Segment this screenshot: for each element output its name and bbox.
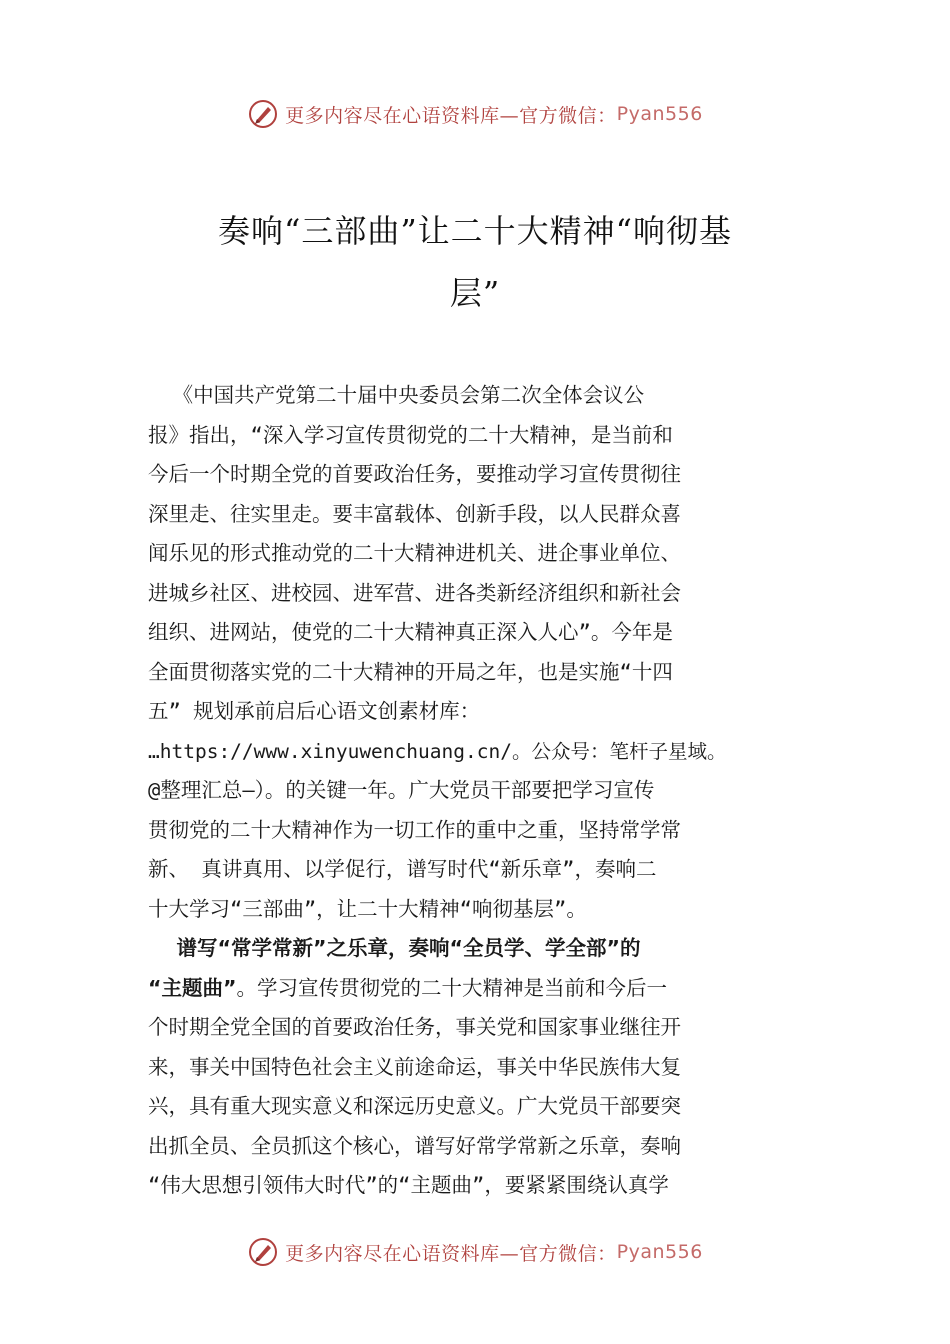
paragraph-line: 五” 规划承前启后心语文创素材库： bbox=[148, 699, 481, 723]
paragraph-line: 贯彻党的二十大精神作为一切工作的重中之重，坚持常学常 bbox=[148, 817, 681, 842]
watermark-text: 更多内容尽在心语资料库—官方微信： bbox=[285, 1242, 617, 1265]
paragraph-line: @整理汇总—）。的关键一年。广大党员干部要把学习宣传 bbox=[148, 778, 655, 802]
paragraph-line: 深里走、往实里走。要丰富载体、创新手段，以人民群众喜 bbox=[148, 501, 681, 526]
paragraph-line: 报》指出，“深入学习宣传贯彻党的二十大精神，是当前和 bbox=[148, 422, 673, 447]
paragraph-line: 组织、进网站，使党的二十大精神真正深入人心”。今年是 bbox=[148, 620, 673, 644]
page-title bbox=[150, 200, 800, 324]
paragraph-line: 全面贯彻落实党的二十大精神的开局之年，也是实施“十四 bbox=[148, 659, 673, 684]
paragraph-line: 闻乐见的形式推动党的二十大精神进机关、进企事业单位、 bbox=[148, 541, 681, 565]
paragraph-line: 新、 真讲真用、以学促行，谱写时代“新乐章”，奏响二 bbox=[148, 857, 657, 881]
paragraph-line: …https://www.xinyuwenchuang.cn/。公众号：笔杆子星域。 bbox=[148, 739, 727, 763]
watermark-text: 更多内容尽在心语资料库—官方微信： bbox=[285, 104, 617, 127]
article-body bbox=[148, 376, 838, 1206]
paragraph-line: 进城乡社区、进校园、进军营、进各类新经济组织和新社会 bbox=[148, 580, 681, 605]
paragraph-line: 出抓全员、全员抓这个核心，谱写好常学常新之乐章，奏响 bbox=[148, 1133, 681, 1158]
paragraph-line: 十大学习“三部曲”，让二十大精神“响彻基层”。 bbox=[148, 896, 587, 921]
paragraph-line: 今后一个时期全党的首要政治任务，要推动学习宣传贯彻往 bbox=[148, 462, 681, 486]
watermark-wechat-id: Pyan556 bbox=[616, 1241, 703, 1263]
paragraph-line: 《中国共产党第二十届中央委员会第二次全体会议公 bbox=[148, 383, 645, 407]
section-heading-tail: “主题曲” bbox=[148, 975, 237, 1000]
paragraph-line: “伟大思想引领伟大时代”的“主题曲”，要紧紧围绕认真学 bbox=[148, 1173, 669, 1197]
paragraph-line: 兴，具有重大现实意义和深远历史意义。广大党员干部要突 bbox=[148, 1094, 681, 1118]
title-line-1: 奏响“三部曲”让二十大精神“响彻基 bbox=[217, 212, 733, 250]
watermark-footer bbox=[0, 1232, 950, 1272]
paragraph-line: 个时期全党全国的首要政治任务，事关党和国家事业继往开 bbox=[148, 1015, 681, 1039]
watermark-header bbox=[0, 94, 950, 134]
pen-logo-icon bbox=[247, 1236, 279, 1268]
watermark-wechat-id: Pyan556 bbox=[616, 103, 703, 125]
paragraph-line-rest: 。学习宣传贯彻党的二十大精神是当前和今后一 bbox=[236, 975, 667, 1000]
section-heading-line-1: 谱写“常学常新”之乐章，奏响“全员学、学全部”的 bbox=[148, 936, 641, 960]
paragraph-line: 来，事关中国特色社会主义前途命运，事关中华民族伟大复 bbox=[148, 1054, 681, 1079]
section-heading-line-2 bbox=[148, 969, 838, 1009]
title-line-2: 层” bbox=[449, 274, 501, 312]
pen-logo-icon bbox=[247, 98, 279, 130]
